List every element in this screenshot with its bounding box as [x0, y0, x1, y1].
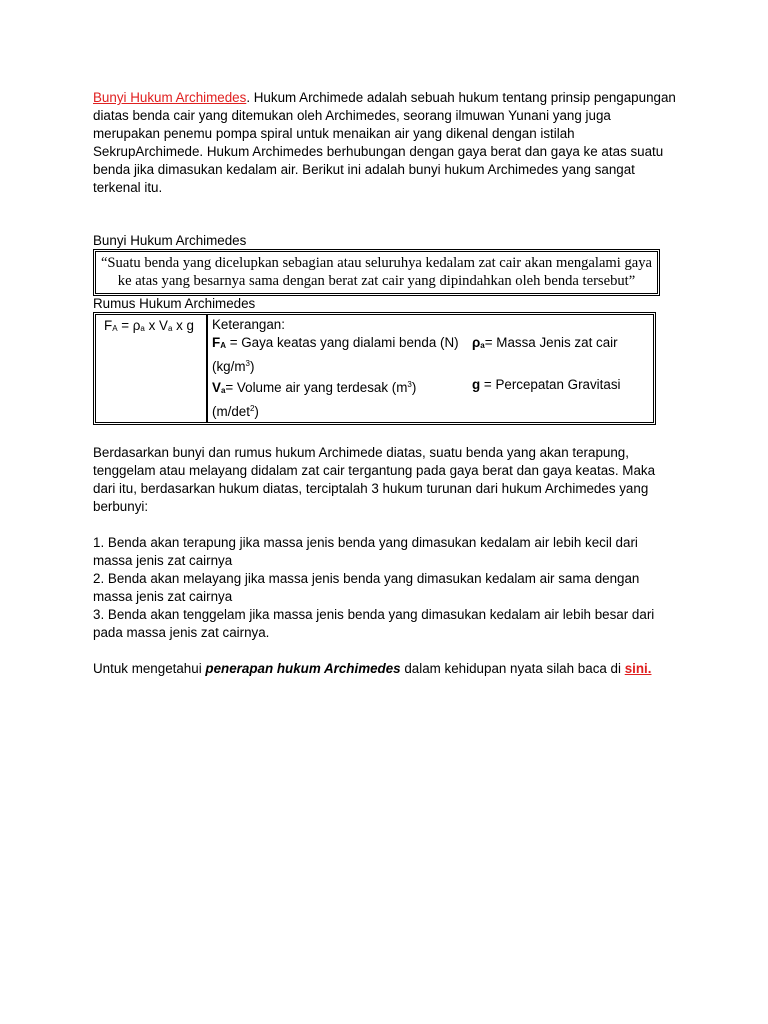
rumus-table: [93, 312, 656, 425]
g-definition: [472, 376, 621, 400]
keterangan-row-1: [212, 334, 649, 355]
bunyi-heading: Bunyi Hukum Archimedes: [93, 233, 247, 248]
bunyi-quote-text: “Suatu benda yang dicelupkan sebagian atau seluruhya kedalam zat cair akan mengalami gaya ke atas yang besarnya sama dengan berat zat cair yang dipindahkan oleh benda tersebut”: [100, 255, 653, 289]
va-definition: [212, 376, 472, 400]
closing-emphasis: penerapan hukum Archimedes: [205, 661, 401, 676]
rho-symbol: ρ: [472, 335, 481, 350]
rumus-heading: Rumus Hukum Archimedes: [93, 296, 256, 311]
rho-unit-post: ): [249, 359, 255, 374]
formula-eq: =: [117, 318, 133, 333]
fa-desc: = Gaya keatas yang dialami benda (N): [225, 335, 459, 350]
intro-text: . Hukum Archimede adalah sebuah hukum tentang prinsip pengapungan diatas benda cair yang ditemukan oleh Archimedes, seorang ilmuwan Yunani yang juga merupakan penemu pompa spiral untuk menaikan air yang dikenal dengan istilah SekrupArchimede. Hukum Archimedes berhubungan dengan gaya berat dan gaya ke atas suatu benda jika dimasukan kedalam air. Berikut ini adalah bunyi hukum Archimedes yang sangat terkenal itu.: [93, 90, 676, 195]
closing-paragraph: [93, 660, 678, 678]
formula-f: F: [104, 318, 113, 333]
g-unit-pre: (m/det: [212, 404, 250, 419]
list-item: 1. Benda akan terapung jika massa jenis benda yang dimasukan kedalam air lebih kecil dari massa jenis zat cairnya: [93, 535, 638, 568]
formula-rho: ρ: [132, 318, 141, 333]
closing-pre: Untuk mengetahui: [93, 661, 206, 676]
rumus-formula: [96, 315, 208, 422]
sini-link[interactable]: sini.: [624, 661, 652, 676]
list-item: 2. Benda akan melayang jika massa jenis benda yang dimasukan kedalam air sama dengan massa jenis zat cairnya: [93, 571, 640, 604]
rho-unit-pre: (kg/m: [212, 359, 246, 374]
document-content: [93, 89, 678, 678]
spacer: [93, 516, 678, 534]
fa-symbol: F: [212, 335, 221, 350]
va-sub: a: [220, 386, 226, 395]
g-desc: = Percepatan Gravitasi: [480, 377, 621, 392]
rho-unit-sup: 3: [245, 359, 250, 368]
g-symbol: g: [472, 377, 481, 392]
fa-sub: A: [220, 341, 226, 350]
formula-v-sub: a: [167, 324, 173, 333]
body-paragraph: Berdasarkan bunyi dan rumus hukum Archimede diatas, suatu benda yang akan terapung, tenggelam atau melayang didalam zat cair tergantung pada gaya berat dan gaya keatas. Maka dari itu, berdasarkan hukum diatas, terciptalah 3 hukum turunan dari hukum Archimedes yang berbunyi:: [93, 445, 656, 514]
g-unit-post: ): [254, 404, 259, 419]
va-symbol: V: [212, 380, 221, 395]
law-list: [93, 534, 678, 642]
g-unit-sup: 2: [249, 404, 255, 413]
bunyi-quote-box: [93, 249, 660, 296]
rho-desc: = Massa Jenis zat cair: [484, 335, 618, 350]
rumus-keterangan: [208, 315, 653, 422]
intro-link[interactable]: Bunyi Hukum Archimedes: [93, 90, 247, 105]
closing-mid: dalam kehidupan nyata silah baca di: [400, 661, 625, 676]
keterangan-row-2: [212, 376, 649, 400]
va-desc-post: ): [411, 380, 417, 395]
g-unit: [212, 400, 649, 421]
intro-paragraph: [93, 89, 678, 197]
keterangan-label: Keterangan:: [212, 317, 285, 332]
rho-unit: [212, 355, 649, 376]
va-desc: = Volume air yang terdesak (m: [225, 380, 408, 395]
rho-definition: [472, 334, 618, 355]
list-item: 3. Benda akan tenggelam jika massa jenis benda yang dimasukan kedalam air lebih besar dari pada massa jenis zat cairnya.: [93, 607, 655, 640]
formula-rho-sub: a: [140, 324, 145, 333]
formula-v: x V: [144, 318, 168, 333]
va-desc-sup: 3: [407, 380, 412, 389]
fa-definition: [212, 334, 472, 355]
formula-f-sub: A: [112, 324, 118, 333]
rho-sub: a: [480, 341, 485, 350]
formula-g: x g: [172, 318, 194, 333]
